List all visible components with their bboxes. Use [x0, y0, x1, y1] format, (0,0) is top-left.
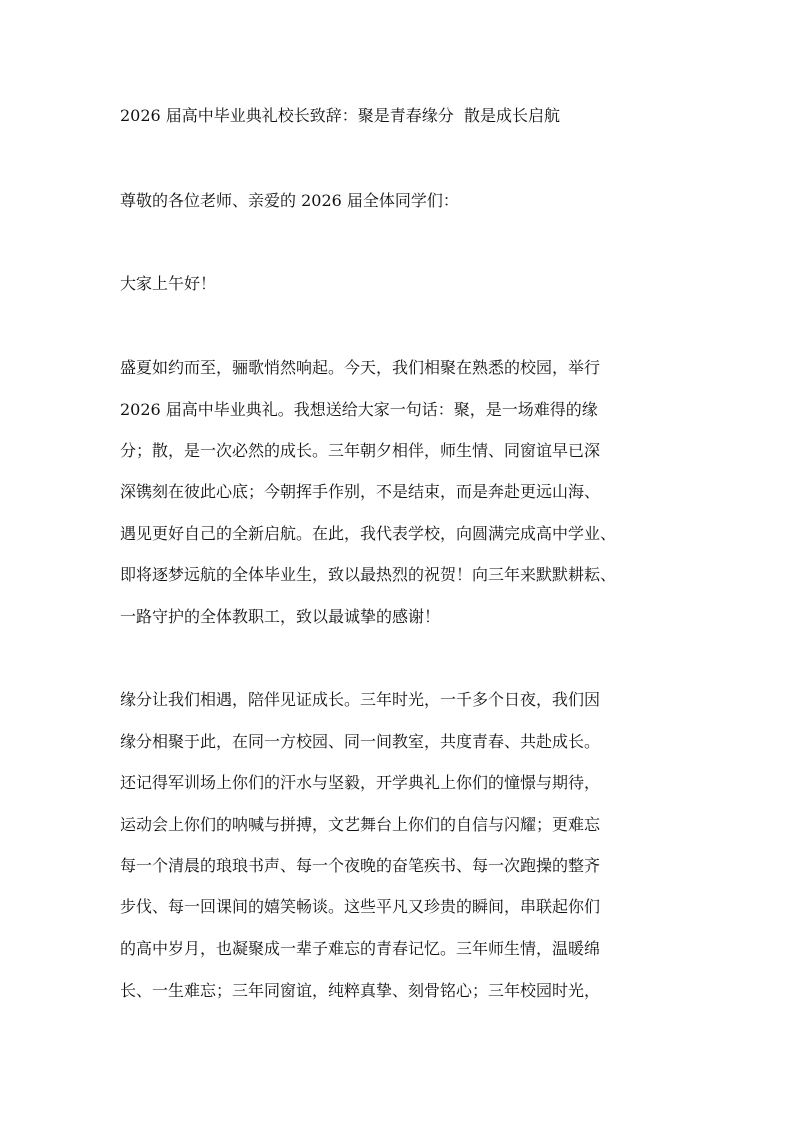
- paragraph-line: 深镌刻在彼此心底；今朝挥手作别，不是结束，而是奔赴更远山海、: [120, 482, 601, 501]
- salutation: 尊敬的各位老师、亲爱的 2026 届全体同学们：: [120, 191, 459, 210]
- paragraph-line: 即将逐梦远航的全体毕业生，致以最热烈的祝贺！向三年来默默耕耘、: [120, 565, 617, 584]
- paragraph-line: 盛夏如约而至，骊歌悄然响起。今天，我们相聚在熟悉的校园，举行: [120, 358, 601, 377]
- paragraph-line: 遇见更好自己的全新启航。在此，我代表学校，向圆满完成高中学业、: [120, 524, 617, 543]
- document-title: 2026 届高中毕业典礼校长致辞：聚是青春缘分 散是成长启航: [120, 106, 560, 125]
- paragraph-line: 的高中岁月，也凝聚成一辈子难忘的青春记忆。三年师生情，温暖绵: [120, 939, 601, 958]
- paragraph-line: 运动会上你们的呐喊与拼搏，文艺舞台上你们的自信与闪耀；更难忘: [120, 815, 601, 834]
- paragraph-line: 一路守护的全体教职工，致以最诚挚的感谢！: [120, 607, 441, 626]
- paragraph-line: 步伐、每一回课间的嬉笑畅谈。这些平凡又珍贵的瞬间，串联起你们: [120, 897, 601, 916]
- paragraph-line: 缘分相聚于此，在同一方校园、同一间教室，共度青春、共赴成长。: [120, 732, 601, 751]
- paragraph-line: 2026 届高中毕业典礼。我想送给大家一句话：聚，是一场难得的缘: [120, 400, 598, 419]
- paragraph-line: 每一个清晨的琅琅书声、每一个夜晚的奋笔疾书、每一次跑操的整齐: [120, 856, 601, 875]
- paragraph-line: 分；散，是一次必然的成长。三年朝夕相伴，师生情、同窗谊早已深: [120, 441, 601, 460]
- paragraph-line: 缘分让我们相遇，陪伴见证成长。三年时光，一千多个日夜，我们因: [120, 690, 601, 709]
- paragraph-line: 还记得军训场上你们的汗水与坚毅，开学典礼上你们的憧憬与期待，: [120, 773, 601, 792]
- paragraph-line: 长、一生难忘；三年同窗谊，纯粹真挚、刻骨铭心；三年校园时光，: [120, 981, 601, 1000]
- greeting: 大家上午好！: [120, 274, 217, 293]
